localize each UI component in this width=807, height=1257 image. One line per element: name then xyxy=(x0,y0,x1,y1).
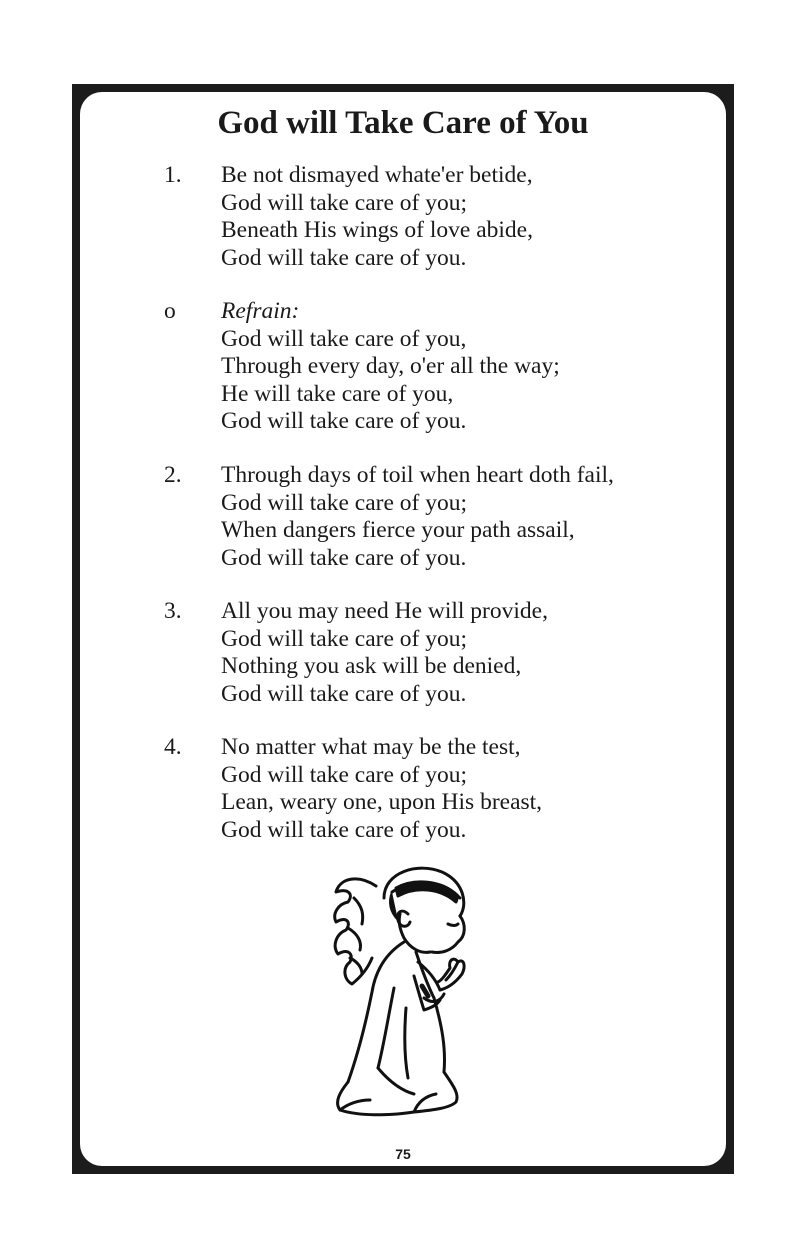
verse-lines xyxy=(221,598,691,708)
verse-line: Nothing you ask will be denied, xyxy=(221,653,522,679)
verse-line: God will take care of you; xyxy=(221,761,468,788)
refrain-bullet: o xyxy=(164,298,176,324)
verse-lines xyxy=(221,462,691,572)
verse-line: God will take care of you. xyxy=(221,244,467,271)
verse-line: All you may need He will provide, xyxy=(221,598,548,624)
verse-line: Beneath His wings of love abide, xyxy=(221,217,533,243)
refrain-lines xyxy=(221,298,691,436)
refrain-line: God will take care of you, xyxy=(221,325,467,352)
verse-number: 2. xyxy=(164,462,182,488)
verse-lines xyxy=(221,162,691,272)
verse-line: Be not dismayed whate'er betide, xyxy=(221,162,533,188)
verse-line: When dangers fierce your path assail, xyxy=(221,517,575,543)
refrain-heading: Refrain: xyxy=(221,298,300,324)
verse-line: God will take care of you. xyxy=(221,680,467,707)
verse-number: 3. xyxy=(164,598,182,624)
verse-number: 4. xyxy=(164,734,182,760)
verse-line: God will take care of you; xyxy=(221,625,468,652)
verse-lines xyxy=(221,734,691,844)
refrain-line: God will take care of you. xyxy=(221,408,467,434)
verse-line: Lean, weary one, upon His breast, xyxy=(221,789,543,815)
verse-line: God will take care of you. xyxy=(221,816,467,843)
verse-number: 1. xyxy=(164,162,182,188)
praying-angel-icon xyxy=(318,858,488,1123)
page-title: God will Take Care of You xyxy=(217,105,589,141)
refrain-line: Through every day, o'er all the way; xyxy=(221,353,560,379)
verse-line: God will take care of you; xyxy=(221,189,468,216)
verse-line: No matter what may be the test, xyxy=(221,734,521,760)
verse-line: God will take care of you; xyxy=(221,489,468,516)
refrain-line: He will take care of you, xyxy=(221,380,454,407)
page-number: 75 xyxy=(395,1146,411,1162)
verse-line: God will take care of you. xyxy=(221,544,467,571)
verse-line: Through days of toil when heart doth fail, xyxy=(221,462,614,488)
